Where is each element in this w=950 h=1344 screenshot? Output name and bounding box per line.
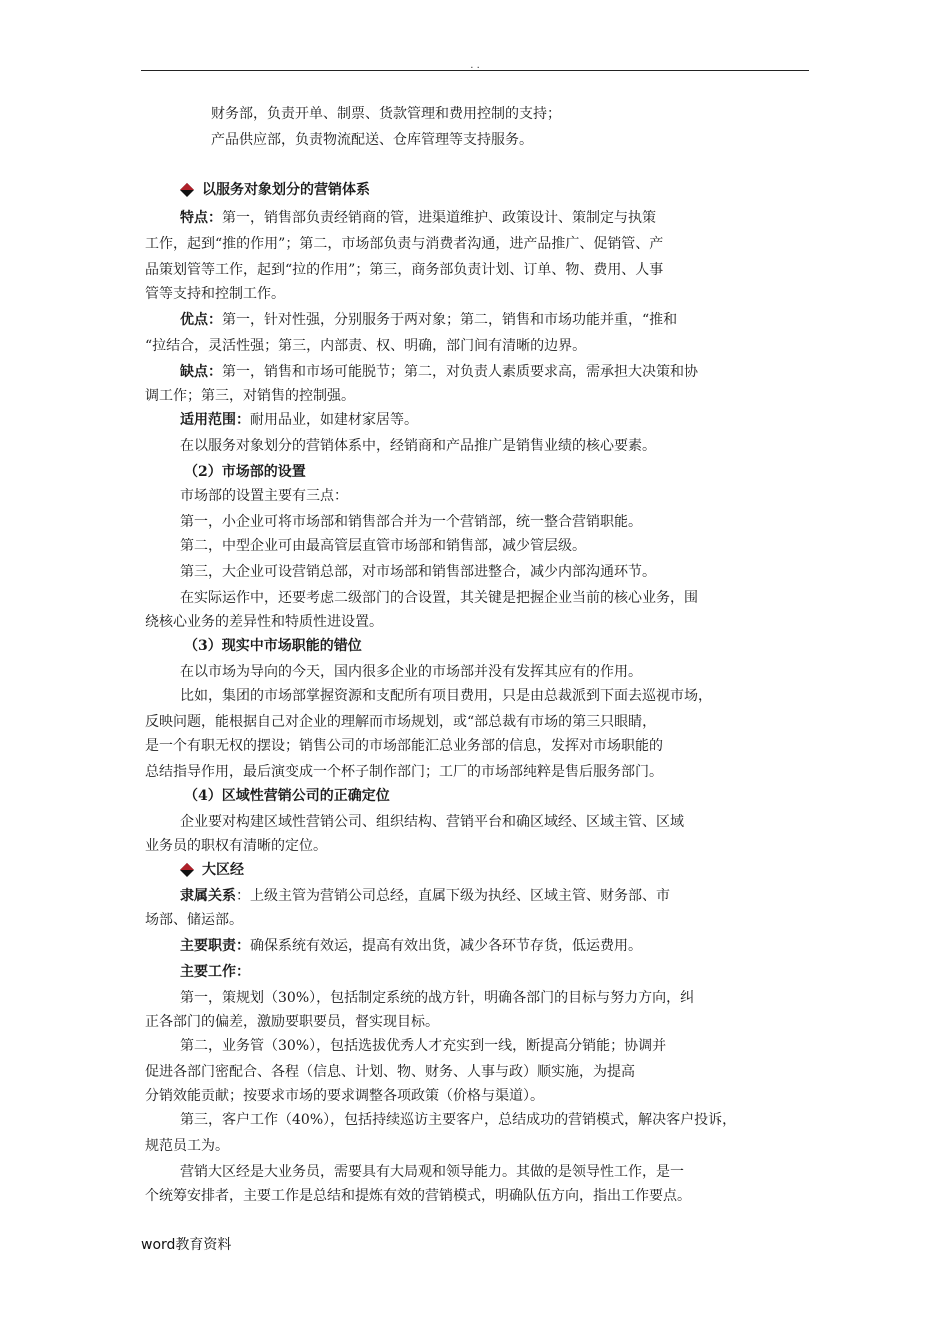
- paragraph-line: [180, 410, 418, 430]
- text-line: 营销大区经是大业务员，需要具有大局观和领导能力。其做的是领导性工作，是一: [180, 1164, 684, 1180]
- text: ：上级主管为营销公司总经，直属下级为执经、区域主管、财务部、市: [236, 888, 670, 904]
- text-line: 正各部门的偏差，激励要职要员，督实现目标。: [145, 1014, 439, 1030]
- text-line: 个统筹安排者，主要工作是总结和提炼有效的营销模式，明确队伍方向，指出工作要点。: [145, 1188, 691, 1204]
- label: 适用范围：: [180, 412, 250, 428]
- section-title: 大区经: [202, 862, 244, 878]
- text-line: 分销效能贡献；按要求市场的要求调整各项政策（价格与渠道）。: [145, 1088, 544, 1104]
- text-line: 业务员的职权有清晰的定位。: [145, 838, 327, 854]
- text: 第一，销售和市场可能脱节；第二，对负责人素质要求高，需承担大决策和协: [222, 364, 698, 380]
- text-line: 比如，集团的市场部掌握资源和支配所有项目费用，只是由总裁派到下面去巡视市场，: [180, 688, 712, 704]
- label: 特点：: [180, 210, 222, 226]
- label: 隶属关系: [180, 888, 236, 904]
- text-line: 第一，小企业可将市场部和销售部合并为一个营销部，统一整合营销职能。: [180, 514, 642, 530]
- label: 缺点：: [180, 364, 222, 380]
- text-line: 第三，客户工作（40%），包括持续巡访主要客户，总结成功的营销模式，解决客户投诉，: [180, 1112, 737, 1128]
- text: 第一，针对性强，分别服务于两对象；第二，销售和市场功能并重，“推和: [222, 312, 678, 328]
- text-line: 总结指导作用，最后演变成一个杯子制作部门；工厂的市场部纯粹是售后服务部门。: [145, 764, 663, 780]
- text-line: 调工作；第三，对销售的控制强。: [145, 388, 355, 404]
- subsection-title: （4）区域性营销公司的正确定位: [184, 788, 390, 804]
- text-line: “拉结合，灵活性强；第三，内部责、权、明确，部门间有清晰的边界。: [145, 338, 587, 354]
- diamond-bullet-icon: [180, 863, 194, 877]
- label: 主要职责：: [180, 938, 250, 954]
- text-line: 反映问题，能根据自己对企业的理解而市场规划，或“部总裁有市场的第三只眼睛，: [145, 714, 657, 730]
- text-line: 第二，中型企业可由最高管层直管市场部和销售部，减少管层级。: [180, 538, 586, 554]
- subsection-title: （2）市场部的设置: [184, 464, 306, 480]
- text-line: 绕核心业务的差异性和特质性进设置。: [145, 614, 383, 630]
- header-rule: [141, 70, 809, 71]
- text-line: 在以服务对象划分的营销体系中，经销商和产品推广是销售业绩的核心要素。: [180, 438, 656, 454]
- paragraph-line: [180, 208, 656, 228]
- text-line: 第二，业务管（30%），包括选拔优秀人才充实到一线，断提高分销能；协调并: [180, 1038, 667, 1054]
- footer-text: word教育资料: [141, 1237, 232, 1253]
- paragraph-line: [180, 310, 677, 330]
- paragraph-line: [180, 362, 698, 382]
- text-line: 市场部的设置主要有三点：: [180, 488, 348, 504]
- text-line: 管等支持和控制工作。: [145, 286, 285, 302]
- text: 耐用品业，如建材家居等。: [250, 412, 418, 428]
- text-line: 工作，起到“推的作用”；第二，市场部负责与消费者沟通，进产品推广、促销管、产: [145, 236, 664, 252]
- diamond-bullet-icon: [180, 183, 194, 197]
- text-line: 第三，大企业可设营销总部，对市场部和销售部进整合，减少内部沟通环节。: [180, 564, 656, 580]
- text-line: 是一个有职无权的摆设；销售公司的市场部能汇总业务部的信息，发挥对市场职能的: [145, 738, 663, 754]
- label: 优点：: [180, 312, 222, 328]
- text-line: 产品供应部，负责物流配送、仓库管理等支持服务。: [211, 132, 533, 148]
- subsection-title: （3）现实中市场职能的错位: [184, 638, 362, 654]
- text: 确保系统有效运，提高有效出货，减少各环节存货，低运费用。: [250, 938, 642, 954]
- text: 第一，销售部负责经销商的管，进渠道维护、政策设计、策制定与执策: [222, 210, 656, 226]
- text-line: 促进各部门密配合、各程（信息、计划、物、财务、人事与政）顺实施，为提高: [145, 1064, 635, 1080]
- text-line: 品策划管等工作，起到“拉的作用”；第三，商务部负责计划、订单、物、费用、人事: [145, 262, 664, 278]
- section-title: 以服务对象划分的营销体系: [202, 182, 370, 198]
- label: 主要工作：: [180, 964, 250, 980]
- paragraph-line: [180, 886, 670, 906]
- text-line: 在以市场为导向的今天，国内很多企业的市场部并没有发挥其应有的作用。: [180, 664, 642, 680]
- header-mark: . .: [470, 60, 480, 71]
- section-heading: [180, 180, 370, 200]
- section-heading: [180, 860, 244, 880]
- paragraph-line: [180, 936, 642, 956]
- text-line: 规范员工为。: [145, 1138, 229, 1154]
- text-line: 财务部，负责开单、制票、货款管理和费用控制的支持；: [211, 106, 561, 122]
- text-line: 场部、储运部。: [145, 912, 243, 928]
- text-line: 在实际运作中，还要考虑二级部门的合设置，其关键是把握企业当前的核心业务，围: [180, 590, 698, 606]
- text-line: 第一，策规划（30%），包括制定系统的战方针，明确各部门的目标与努力方向，纠: [180, 990, 695, 1006]
- text-line: 企业要对构建区域性营销公司、组织结构、营销平台和确区域经、区域主管、区域: [180, 814, 684, 830]
